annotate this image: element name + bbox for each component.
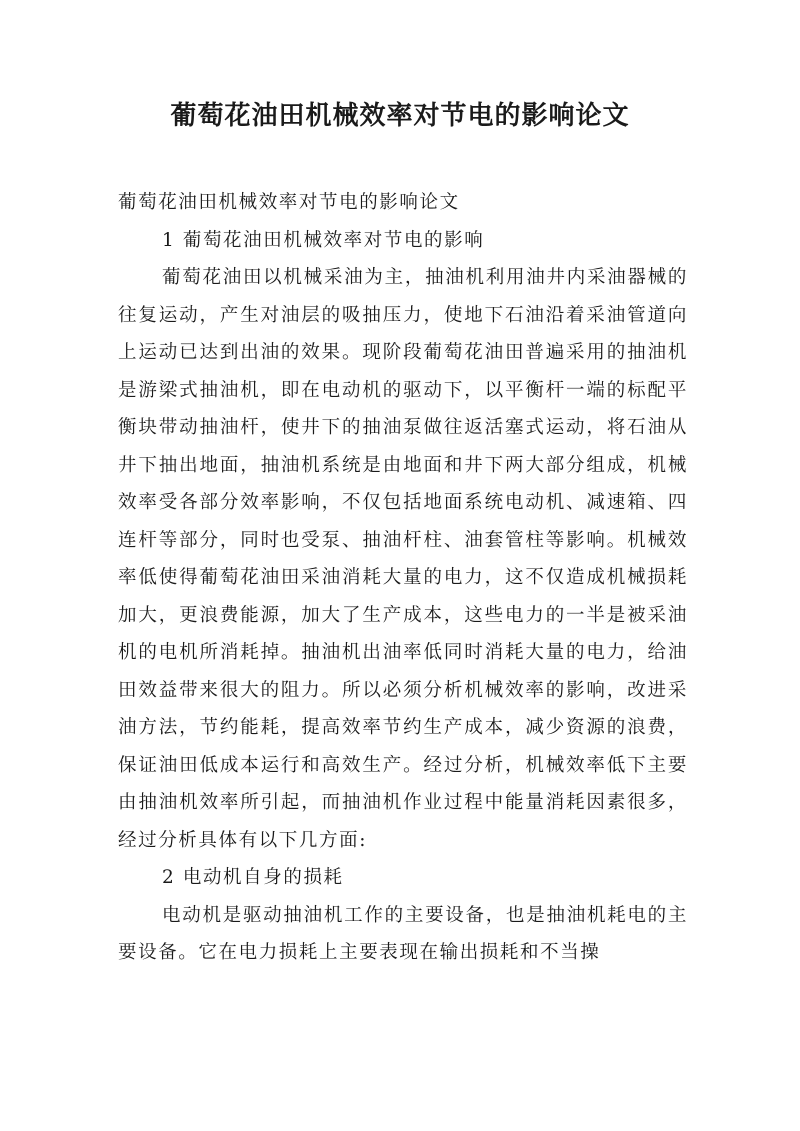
document-subtitle: 葡萄花油田机械效率对节电的影响论文 <box>118 192 460 213</box>
section-heading-1: 1 葡萄花油田机械效率对节电的影响 <box>162 229 485 251</box>
paragraph-1: 葡萄花油田以机械采油为主，抽油机利用油井内采油器械的往复运动，产生对油层的吸抽压力，使地下石油沿着采油管道向上运动已达到出油的效果。现阶段葡萄花油田普遍采用的抽油机是游梁式抽油机，即在电动机的驱动下，以平衡杆一端的标配平衡块带动抽油杆，使井下的抽油泵做往返活塞式运动，将石油从井下抽出地面，抽油机系统是由地面和井下两大部分组成，机械效率受各部分效率影响，不仅包括地面系统电动机、减速箱、四连杆等部分，同时也受泵、抽油杆柱、油套管柱等影响。机械效率低使得葡萄花油田采油消耗大量的电力，这不仅造成机械损耗加大，更浪费能源，加大了生产成本，这些电力的一半是被采油机的电机所消耗掉。抽油机出油率低同时消耗大量的电力，给油田效益带来很大的阻力。所以必须分析机械效率的影响，改进采油方法，节约能耗，提高效率节约生产成本，减少资源的浪费，保证油田低成本运行和高效生产。经过分析，机械效率低下主要由抽油机效率所引起，而抽油机作业过程中能量消耗因素很多，经过分析具体有以下几方面: <box>118 267 688 851</box>
document-body <box>118 184 688 972</box>
paragraph-2: 电动机是驱动抽油机工作的主要设备，也是抽油机耗电的主要设备。它在电力损耗上主要表现在输出损耗和不当操 <box>118 904 688 963</box>
section-heading-2: 2 电动机自身的损耗 <box>162 867 344 888</box>
document-title: 葡萄花油田机械效率对节电的影响论文 <box>170 101 630 131</box>
